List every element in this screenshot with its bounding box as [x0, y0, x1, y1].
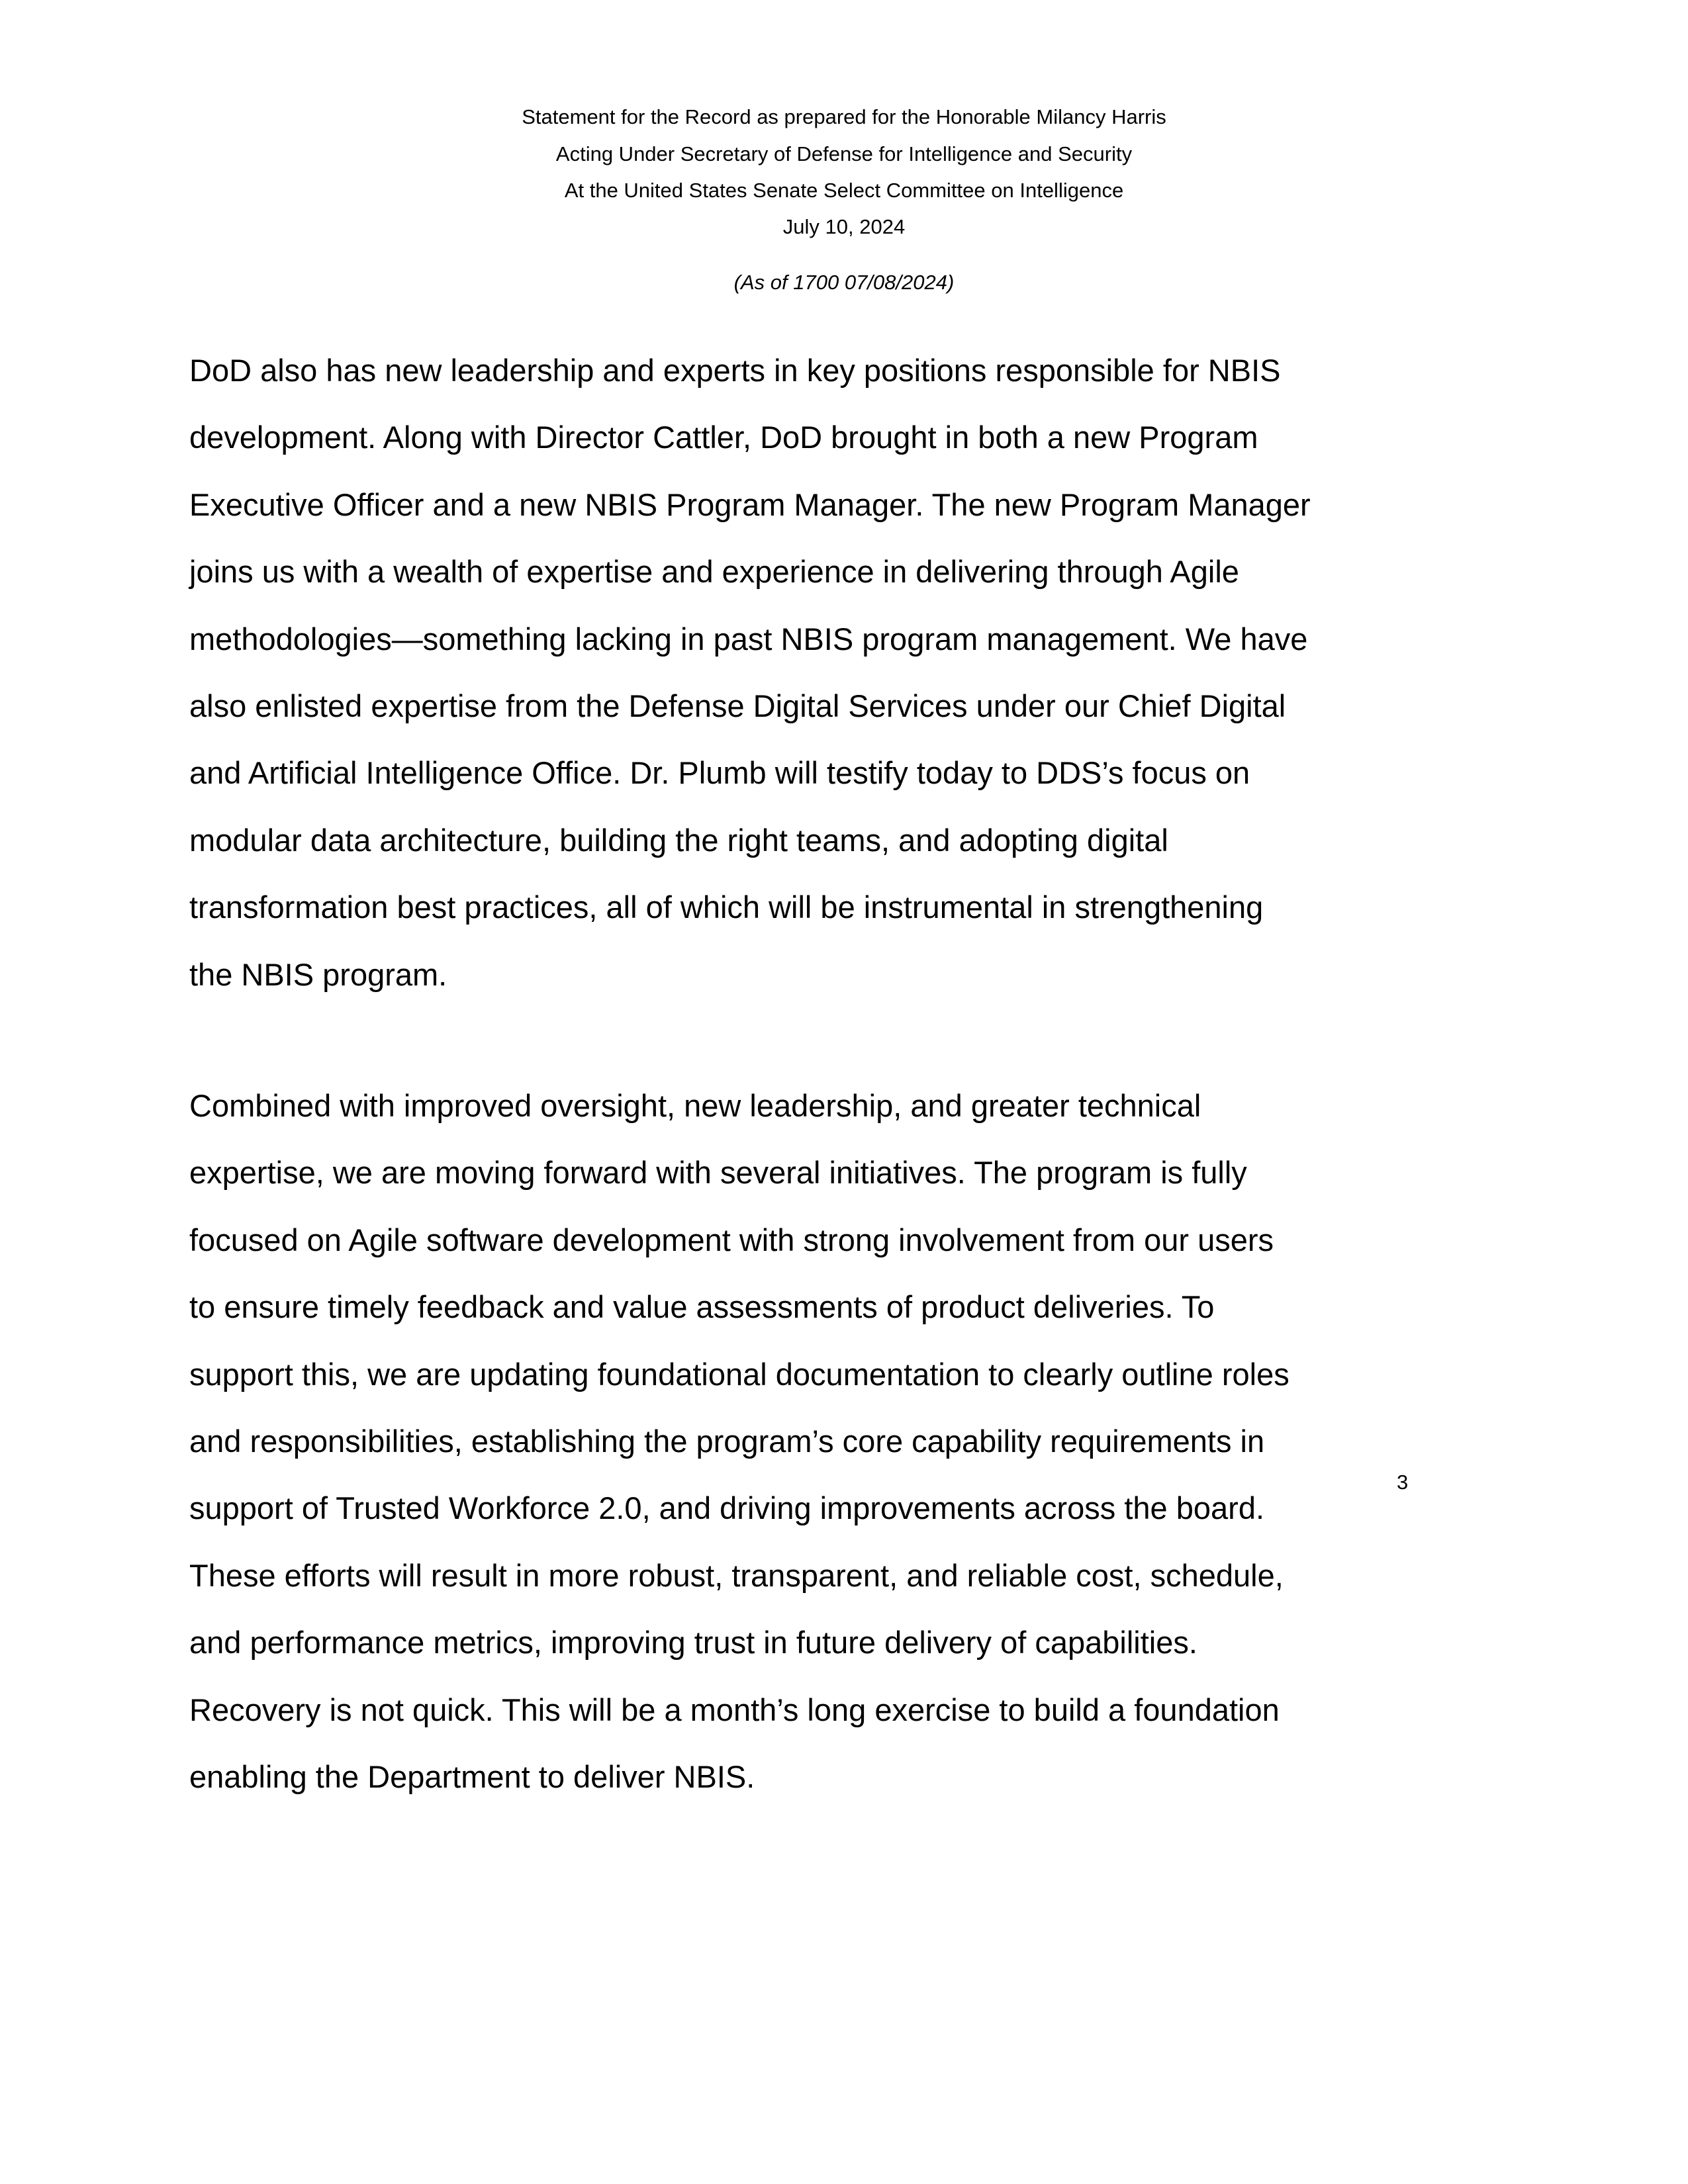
body-text-line: and Artificial Intelligence Office. Dr. Plumb will testify today to DDS’s focus on	[189, 755, 1250, 791]
body-text-line: and responsibilities, establishing the program’s core capability requirements in	[189, 1423, 1265, 1459]
body-text-line: Combined with improved oversight, new leadership, and greater technical	[189, 1088, 1201, 1123]
body-text-line: support this, we are updating foundational documentation to clearly outline roles	[189, 1356, 1289, 1392]
body-text-line: enabling the Department to deliver NBIS.	[189, 1758, 755, 1794]
page-number: 3	[1397, 1471, 1409, 1494]
as-of-timestamp: (As of 1700 07/08/2024)	[733, 271, 955, 294]
body-text-line: transformation best practices, all of which will be instrumental in strengthening	[189, 889, 1264, 925]
body-text-line: These efforts will result in more robust, transparent, and reliable cost, schedule,	[189, 1557, 1284, 1593]
header-title: Statement for the Record as prepared for the Honorable Milancy Harris	[522, 105, 1166, 128]
body-text-line: methodologies—something lacking in past NBIS program management. We have	[189, 621, 1308, 657]
body-text-line: Executive Officer and a new NBIS Program Manager. The new Program Manager	[189, 486, 1311, 522]
body-text-line: to ensure timely feedback and value assessments of product deliveries. To	[189, 1289, 1215, 1325]
body-text-line: also enlisted expertise from the Defense Digital Services under our Chief Digital	[189, 688, 1286, 723]
body-text-line: development. Along with Director Cattler, DoD brought in both a new Program	[189, 420, 1258, 455]
header-position: Acting Under Secretary of Defense for Intelligence and Security	[555, 142, 1133, 165]
body-text-line: Recovery is not quick. This will be a month’s long exercise to build a foundation	[189, 1692, 1280, 1727]
paragraph-initiatives	[189, 1072, 1513, 1810]
body-text-line: DoD also has new leadership and experts in key positions responsible for NBIS	[189, 353, 1281, 388]
body-text-line: the NBIS program.	[189, 956, 447, 992]
body-text-line: modular data architecture, building the right teams, and adopting digital	[189, 822, 1168, 858]
body-text-line: focused on Agile software development with strong involvement from our users	[189, 1222, 1274, 1257]
body-text-line: joins us with a wealth of expertise and experience in delivering through Agile	[189, 554, 1239, 590]
header-date: July 10, 2024	[782, 215, 906, 238]
paragraph-leadership	[189, 337, 1513, 1008]
body-text-line: expertise, we are moving forward with several initiatives. The program is fully	[189, 1155, 1247, 1191]
header-venue: At the United States Senate Select Committee on Intelligence	[564, 179, 1124, 202]
body-text-line: and performance metrics, improving trust in future delivery of capabilities.	[189, 1625, 1197, 1661]
body-text-line: support of Trusted Workforce 2.0, and driving improvements across the board.	[189, 1490, 1265, 1526]
